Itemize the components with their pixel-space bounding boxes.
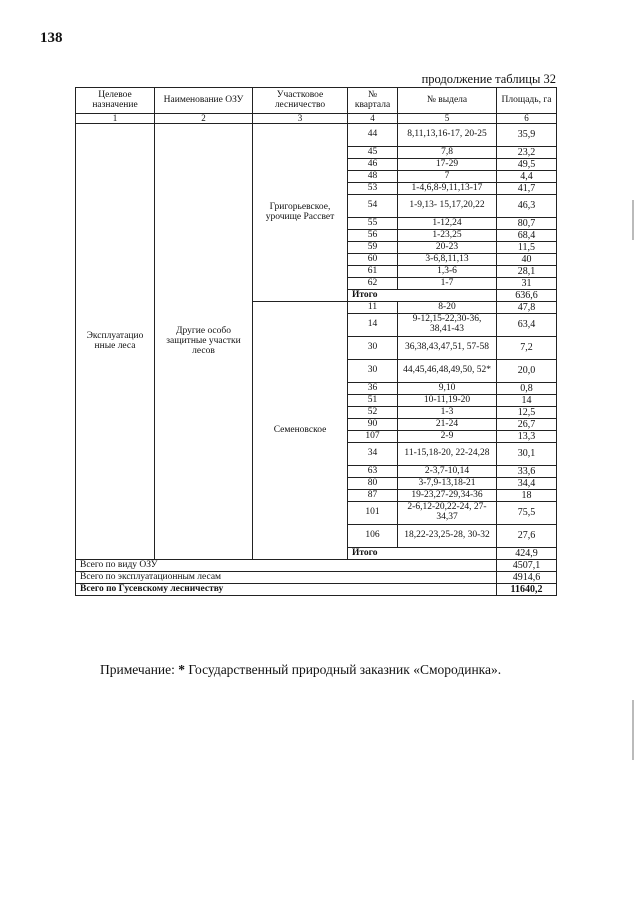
plot-cell: 3-6,8,11,13: [398, 254, 497, 266]
area-cell: 0,8: [497, 383, 557, 395]
area-cell: 80,7: [497, 218, 557, 230]
plot-cell: 2-6,12-20,22-24, 27-34,37: [398, 502, 497, 525]
forestry-cell: Семеновское: [253, 302, 348, 560]
quarter-cell: 46: [348, 159, 398, 171]
summary-value: 4507,1: [497, 560, 557, 572]
quarter-cell: 59: [348, 242, 398, 254]
plot-cell: 9,10: [398, 383, 497, 395]
summary-row: [76, 584, 557, 596]
column-number: 6: [497, 114, 557, 124]
plot-cell: 21-24: [398, 419, 497, 431]
area-cell: 68,4: [497, 230, 557, 242]
column-number: 5: [398, 114, 497, 124]
ozu-name-cell: Другие особо защитные участки лесов: [155, 124, 253, 560]
quarter-cell: 61: [348, 266, 398, 278]
area-cell: 14: [497, 395, 557, 407]
header-row: [76, 88, 557, 114]
plot-cell: 1-7: [398, 278, 497, 290]
quarter-cell: 63: [348, 466, 398, 478]
forest-table-container: [75, 87, 556, 596]
plot-cell: 1-3: [398, 407, 497, 419]
plot-cell: 18,22-23,25-28, 30-32: [398, 525, 497, 548]
header-cell: Площадь, га: [497, 88, 557, 114]
quarter-cell: 60: [348, 254, 398, 266]
plot-cell: 44,45,46,48,49,50, 52*: [398, 360, 497, 383]
quarter-cell: 30: [348, 337, 398, 360]
quarter-cell: 36: [348, 383, 398, 395]
table-body: [76, 124, 557, 596]
column-number: 4: [348, 114, 398, 124]
area-cell: 28,1: [497, 266, 557, 278]
quarter-cell: 44: [348, 124, 398, 147]
header-cell: Участковое лесничество: [253, 88, 348, 114]
area-cell: 30,1: [497, 443, 557, 466]
quarter-cell: 34: [348, 443, 398, 466]
quarter-cell: 106: [348, 525, 398, 548]
plot-cell: 7: [398, 171, 497, 183]
area-cell: 23,2: [497, 147, 557, 159]
summary-row: [76, 560, 557, 572]
area-cell: 46,3: [497, 195, 557, 218]
plot-cell: 8-20: [398, 302, 497, 314]
plot-cell: 20-23: [398, 242, 497, 254]
area-cell: 35,9: [497, 124, 557, 147]
area-cell: 49,5: [497, 159, 557, 171]
plot-cell: 36,38,43,47,51, 57-58: [398, 337, 497, 360]
plot-cell: 9-12,15-22,30-36, 38,41-43: [398, 314, 497, 337]
area-cell: 20,0: [497, 360, 557, 383]
footnote: [100, 662, 501, 678]
plot-cell: 17-29: [398, 159, 497, 171]
subtotal-value: 636,6: [497, 290, 557, 302]
page-number: 138: [40, 30, 63, 46]
column-number: 1: [76, 114, 155, 124]
quarter-cell: 54: [348, 195, 398, 218]
plot-cell: 3-7,9-13,18-21: [398, 478, 497, 490]
plot-cell: 1-23,25: [398, 230, 497, 242]
plot-cell: 11-15,18-20, 22-24,28: [398, 443, 497, 466]
plot-cell: 8,11,13,16-17, 20-25: [398, 124, 497, 147]
scan-edge-mark: [632, 200, 634, 240]
table-row: [76, 124, 557, 147]
scan-edge-mark: [632, 700, 634, 760]
column-number-row: [76, 114, 557, 124]
forest-table: [75, 87, 557, 596]
plot-cell: 19-23,27-29,34-36: [398, 490, 497, 502]
summary-label: Всего по эксплуатационным лесам: [76, 572, 497, 584]
table-continuation-caption: продолжение таблицы 32: [421, 72, 556, 86]
area-cell: 31: [497, 278, 557, 290]
area-cell: 34,4: [497, 478, 557, 490]
header-cell: Наименование ОЗУ: [155, 88, 253, 114]
summary-label: Всего по Гусевскому лесничеству: [76, 584, 497, 596]
quarter-cell: 101: [348, 502, 398, 525]
plot-cell: 1,3-6: [398, 266, 497, 278]
quarter-cell: 45: [348, 147, 398, 159]
area-cell: 26,7: [497, 419, 557, 431]
column-number: 2: [155, 114, 253, 124]
area-cell: 47,8: [497, 302, 557, 314]
area-cell: 13,3: [497, 431, 557, 443]
plot-cell: 2-9: [398, 431, 497, 443]
area-cell: 41,7: [497, 183, 557, 195]
footnote-star: *: [178, 662, 186, 677]
quarter-cell: 51: [348, 395, 398, 407]
quarter-cell: 62: [348, 278, 398, 290]
subtotal-value: 424,9: [497, 548, 557, 560]
plot-cell: 2-3,7-10,14: [398, 466, 497, 478]
area-cell: 75,5: [497, 502, 557, 525]
area-cell: 27,6: [497, 525, 557, 548]
quarter-cell: 107: [348, 431, 398, 443]
area-cell: 11,5: [497, 242, 557, 254]
quarter-cell: 52: [348, 407, 398, 419]
summary-value: 4914,6: [497, 572, 557, 584]
quarter-cell: 53: [348, 183, 398, 195]
forestry-cell: Григорьевское, урочище Рассвет: [253, 124, 348, 302]
subtotal-label: Итого: [348, 290, 497, 302]
summary-label: Всего по виду ОЗУ: [76, 560, 497, 572]
area-cell: 7,2: [497, 337, 557, 360]
summary-row: [76, 572, 557, 584]
plot-cell: 1-12,24: [398, 218, 497, 230]
quarter-cell: 56: [348, 230, 398, 242]
summary-value: 11640,2: [497, 584, 557, 596]
area-cell: 33,6: [497, 466, 557, 478]
area-cell: 4,4: [497, 171, 557, 183]
header-cell: Целевое назначение: [76, 88, 155, 114]
plot-cell: 10-11,19-20: [398, 395, 497, 407]
area-cell: 12,5: [497, 407, 557, 419]
plot-cell: 1-9,13- 15,17,20,22: [398, 195, 497, 218]
subtotal-label: Итого: [348, 548, 497, 560]
footnote-text: Государственный природный заказник «Смородинка».: [188, 662, 502, 677]
quarter-cell: 48: [348, 171, 398, 183]
area-cell: 63,4: [497, 314, 557, 337]
area-cell: 18: [497, 490, 557, 502]
quarter-cell: 11: [348, 302, 398, 314]
header-cell: № выдела: [398, 88, 497, 114]
area-cell: 40: [497, 254, 557, 266]
column-number: 3: [253, 114, 348, 124]
quarter-cell: 30: [348, 360, 398, 383]
footnote-label: Примечание:: [100, 662, 175, 677]
purpose-cell: Эксплуатацио нные леса: [76, 124, 155, 560]
quarter-cell: 87: [348, 490, 398, 502]
header-cell: № квартала: [348, 88, 398, 114]
quarter-cell: 14: [348, 314, 398, 337]
quarter-cell: 55: [348, 218, 398, 230]
plot-cell: 7,8: [398, 147, 497, 159]
quarter-cell: 80: [348, 478, 398, 490]
plot-cell: 1-4,6,8-9,11,13-17: [398, 183, 497, 195]
quarter-cell: 90: [348, 419, 398, 431]
